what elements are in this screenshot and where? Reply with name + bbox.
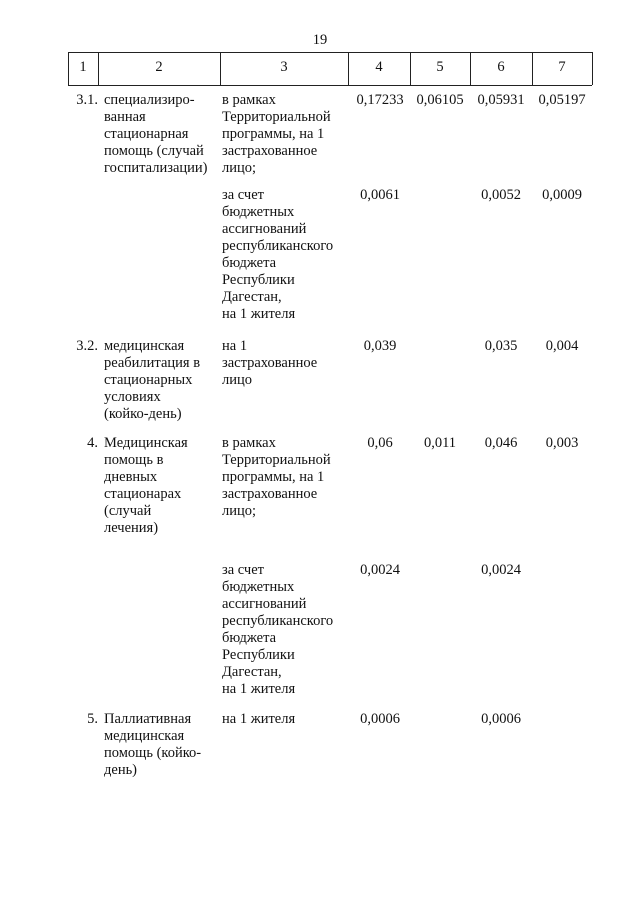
care-type: Медицинская помощь в дневных стационарах (случай лечения) xyxy=(104,435,188,536)
care-type: специализиро- ванная стационарная помощь (случай госпитализации) xyxy=(104,92,208,176)
value-col-6: 0,0006 xyxy=(481,711,521,727)
value-col-5: 0,011 xyxy=(423,435,457,451)
value-col-6: 0,046 xyxy=(484,435,518,451)
unit-of-measure: за счет бюджетных ассигнований республиканского бюджета Республики Дагестан, на 1 жителя xyxy=(222,562,334,697)
care-type: Паллиативная медицинская помощь (койко- день) xyxy=(104,711,202,778)
value-col-4: 0,039 xyxy=(363,338,397,354)
header-cell-2: 2 xyxy=(155,59,163,75)
value-col-7: 0,003 xyxy=(545,435,579,451)
value-col-6: 0,035 xyxy=(484,338,518,354)
value-col-4: 0,06 xyxy=(367,435,393,451)
table-header-bottom-border xyxy=(68,85,592,86)
unit-of-measure: в рамках Территориальной программы, на 1 застрахованное лицо; xyxy=(222,435,331,519)
value-col-7: 0,05197 xyxy=(538,92,586,108)
page-number: 19 xyxy=(312,32,328,48)
table-top-border xyxy=(68,52,592,53)
header-cell-4: 4 xyxy=(375,59,383,75)
header-cell-6: 6 xyxy=(497,59,505,75)
header-column-border xyxy=(592,52,593,85)
row-number: 3.1. xyxy=(76,92,98,108)
value-col-6: 0,0052 xyxy=(481,187,521,203)
unit-of-measure: в рамках Территориальной программы, на 1 застрахованное лицо; xyxy=(222,92,331,176)
unit-of-measure: на 1 жителя xyxy=(222,711,296,727)
unit-of-measure: на 1 застрахованное лицо xyxy=(222,338,318,388)
value-col-4: 0,17233 xyxy=(356,92,404,108)
header-cell-3: 3 xyxy=(280,59,288,75)
value-col-7: 0,0009 xyxy=(542,187,582,203)
care-type: медицинская реабилитация в стационарных условиях (койко-день) xyxy=(104,338,201,422)
unit-of-measure: за счет бюджетных ассигнований республиканского бюджета Республики Дагестан, на 1 жителя xyxy=(222,187,334,322)
value-col-4: 0,0061 xyxy=(360,187,400,203)
row-number: 5. xyxy=(87,711,98,727)
header-cell-5: 5 xyxy=(436,59,444,75)
value-col-6: 0,05931 xyxy=(477,92,525,108)
row-number: 4. xyxy=(87,435,98,451)
value-col-7: 0,004 xyxy=(545,338,579,354)
value-col-6: 0,0024 xyxy=(481,562,521,578)
value-col-4: 0,0024 xyxy=(360,562,400,578)
value-col-4: 0,0006 xyxy=(360,711,400,727)
value-col-5: 0,06105 xyxy=(416,92,464,108)
row-number: 3.2. xyxy=(76,338,98,354)
header-cell-7: 7 xyxy=(558,59,566,75)
header-cell-1: 1 xyxy=(79,59,87,75)
